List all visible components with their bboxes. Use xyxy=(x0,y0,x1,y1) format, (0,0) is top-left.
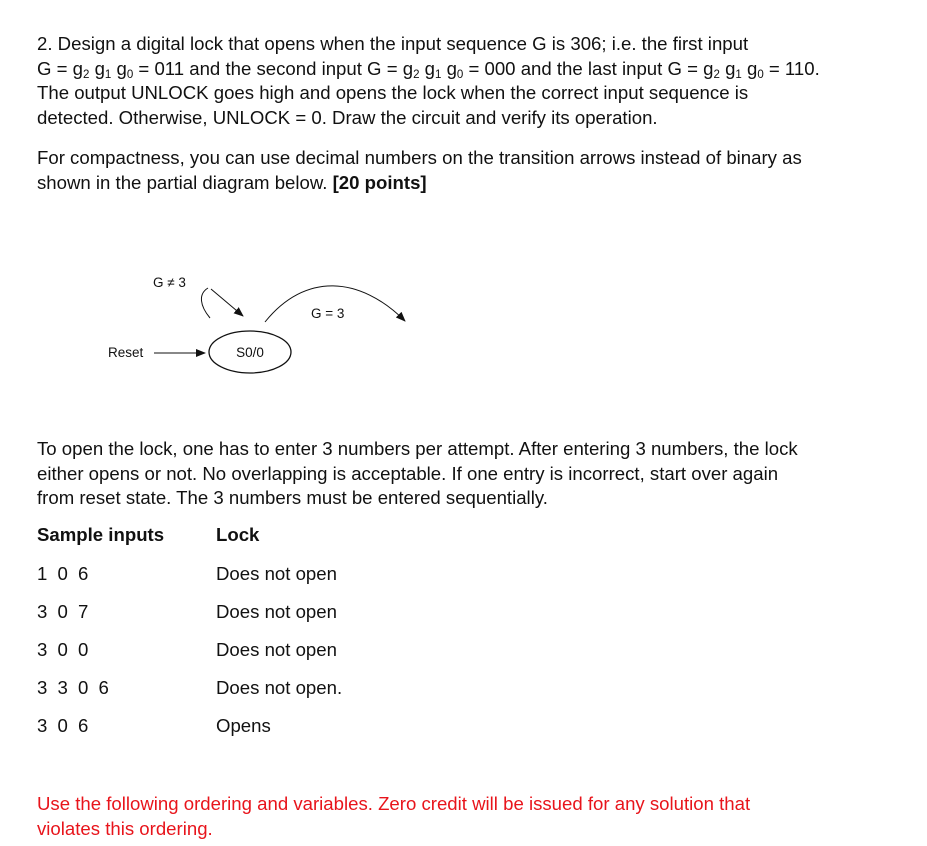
compactness-line-2: shown in the partial diagram below. [20 points] xyxy=(37,171,427,193)
problem-line-2: $G = g_2$ $g_1$ $g_0 = 011$ and the second input $G = g_2$ $g_1$ $g_0 = 000$ and the last input $G = g_2$ $g_1$ $g_0 = 110$. xyxy=(37,57,820,81)
compactness-line-1: For compactness, you can use decimal numbers on the transition arrows instead of binary as xyxy=(37,147,802,168)
sample-input: 3 0 0 xyxy=(37,639,91,660)
ordering-warning xyxy=(37,792,897,841)
sample-row xyxy=(37,638,437,662)
rules-paragraph xyxy=(37,437,897,511)
warning-line-1: Use the following ordering and variables. Zero credit will be issued for any solution that xyxy=(37,793,751,814)
partial-state-diagram xyxy=(0,262,460,392)
reset-label: Reset xyxy=(108,345,144,360)
self-loop-arc xyxy=(201,288,210,318)
sample-inputs-header: Sample inputs xyxy=(37,524,165,545)
problem-statement xyxy=(37,32,897,130)
transition-label: G = 3 xyxy=(311,306,345,321)
problem-line-4: detected. Otherwise, UNLOCK = 0. Draw the circuit and verify its operation. xyxy=(37,106,658,128)
sample-input: 3 0 6 xyxy=(37,715,91,736)
state-s0-label: S0/0 xyxy=(236,345,264,360)
sample-row xyxy=(37,714,437,738)
self-loop-label: G ≠ 3 xyxy=(153,275,186,290)
points-label: [20 points] xyxy=(332,171,427,193)
sample-lock-result: Does not open. xyxy=(216,677,343,698)
sample-row xyxy=(37,676,437,700)
sample-input: 1 0 6 xyxy=(37,563,91,584)
self-loop-arrow xyxy=(211,289,243,316)
problem-line-1: 2. Design a digital lock that opens when the input sequence G is 306; i.e. the first input xyxy=(37,33,749,54)
samples-header xyxy=(37,523,437,547)
rules-line-2: either opens or not. No overlapping is acceptable. If one entry is incorrect, start over again xyxy=(37,462,779,484)
sample-input: 3 3 0 6 xyxy=(37,677,112,698)
warning-line-2: violates this ordering. xyxy=(37,817,213,839)
sample-lock-result: Does not open xyxy=(216,639,337,660)
rules-line-1: To open the lock, one has to enter 3 numbers per attempt. After entering 3 numbers, the lock xyxy=(37,438,798,459)
sample-row xyxy=(37,600,437,624)
lock-header: Lock xyxy=(216,524,260,545)
rules-line-3: from reset state. The 3 numbers must be entered sequentially. xyxy=(37,487,548,508)
problem-line-3: The output UNLOCK goes high and opens the lock when the correct input sequence is xyxy=(37,82,749,103)
compactness-note xyxy=(37,146,897,195)
sample-lock-result: Opens xyxy=(216,715,271,736)
sample-row xyxy=(37,562,437,586)
sample-input: 3 0 7 xyxy=(37,601,91,622)
sample-lock-result: Does not open xyxy=(216,601,337,622)
sample-lock-result: Does not open xyxy=(216,563,337,584)
